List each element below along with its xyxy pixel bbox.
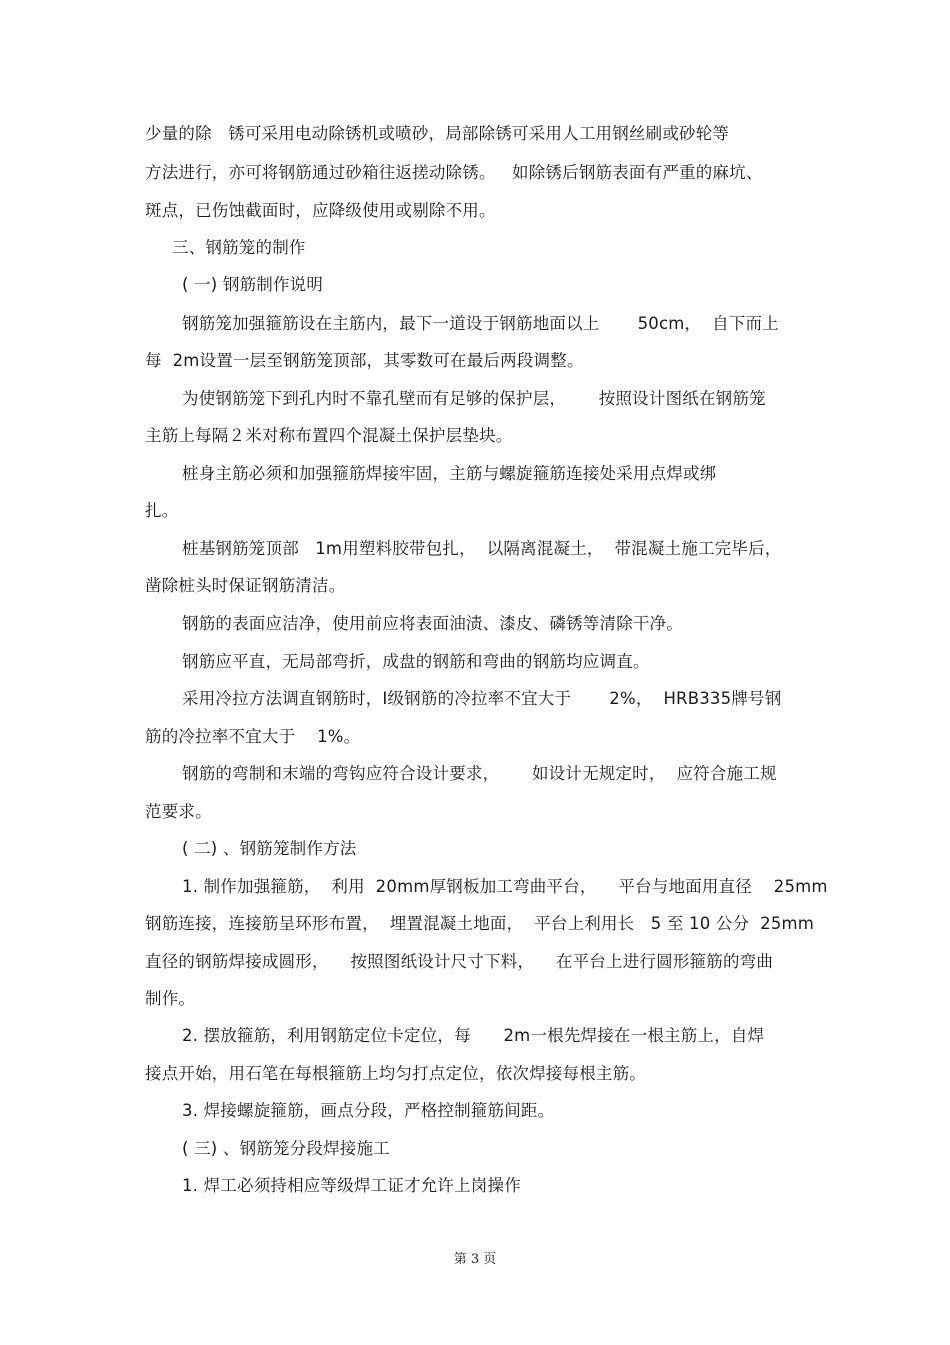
paragraph-line: 2. 摆放箍筋，利用钢筋定位卡定位，每 2m一根先焊接在一根主筋上，自焊 [182, 1026, 765, 1045]
subsection-heading: ( 三) 、钢筋笼分段焊接施工 [182, 1139, 390, 1158]
paragraph-line: 主筋上每隔２米对称布置四个混凝土保护层垫块。 [145, 426, 513, 445]
paragraph-line: 采用冷拉方法调直钢筋时，Ⅰ级钢筋的冷拉率不宜大于 2%， HRB335牌号钢 [182, 689, 782, 708]
paragraph-line: 凿除桩头时保证钢筋清洁。 [145, 576, 346, 595]
paragraph-line: 钢筋连接，连接筋呈环形布置， 埋置混凝土地面， 平台上利用长 5 至 10 公分 25mm [145, 914, 815, 933]
paragraph-line: 制作。 [145, 989, 196, 1008]
paragraph-line: 少量的除 锈可采用电动除锈机或喷砂，局部除锈可采用人工用钢丝刷或砂轮等 [145, 124, 730, 143]
paragraph-line: 桩基钢筋笼顶部 1m用塑料胶带包扎， 以隔离混凝土， 带混凝土施工完毕后， [182, 539, 782, 558]
paragraph-line: 1. 制作加强箍筋， 利用 20mm厚钢板加工弯曲平台， 平台与地面用直径 25mm [182, 877, 828, 896]
page-number-footer: 第 3 页 [453, 1252, 497, 1267]
paragraph-line: 钢筋笼加强箍筋设在主筋内，最下一道设于钢筋地面以上 50cm， 自下而上 [182, 314, 779, 333]
subsection-heading: ( 一) 钢筋制作说明 [182, 275, 324, 294]
paragraph-line: 3. 焊接螺旋箍筋，画点分段，严格控制箍筋间距。 [182, 1101, 555, 1120]
paragraph-line: 筋的冷拉率不宜大于 1%。 [145, 727, 361, 746]
paragraph-line: 直径的钢筋焊接成圆形， 按照图纸设计尺寸下料， 在平台上进行圆形箍筋的弯曲 [145, 952, 774, 971]
paragraph-line: 钢筋应平直，无局部弯折，成盘的钢筋和弯曲的钢筋均应调直。 [182, 652, 650, 671]
paragraph-line: 1. 焊工必须持相应等级焊工证才允许上岗操作 [182, 1176, 521, 1195]
paragraph-line: 方法进行，亦可将钢筋通过砂箱往返搓动除锈。 如除锈后钢筋表面有严重的麻坑、 [145, 163, 763, 182]
section-heading: 三、钢筋笼的制作 [172, 238, 306, 257]
paragraph-line: 扎。 [145, 501, 179, 520]
paragraph-line: 钢筋的弯制和末端的弯钩应符合设计要求， 如设计无规定时， 应符合施工规 [182, 764, 777, 783]
paragraph-line: 范要求。 [145, 802, 212, 821]
paragraph-line: 为使钢筋笼下到孔内时不靠孔壁而有足够的保护层， 按照设计图纸在钢筋笼 [182, 389, 766, 408]
paragraph-line: 钢筋的表面应洁净，使用前应将表面油渍、漆皮、磷锈等清除干净。 [182, 614, 683, 633]
paragraph-line: 每 2m设置一层至钢筋笼顶部，其零数可在最后两段调整。 [145, 351, 584, 370]
subsection-heading: ( 二) 、钢筋笼制作方法 [182, 839, 357, 858]
paragraph-line: 斑点，已伤蚀截面时，应降级使用或剔除不用。 [145, 201, 496, 220]
paragraph-line: 接点开始，用石笔在每根箍筋上均匀打点定位，依次焊接每根主筋。 [145, 1064, 646, 1083]
paragraph-line: 桩身主筋必须和加强箍筋焊接牢固，主筋与螺旋箍筋连接处采用点焊或绑 [182, 464, 717, 483]
